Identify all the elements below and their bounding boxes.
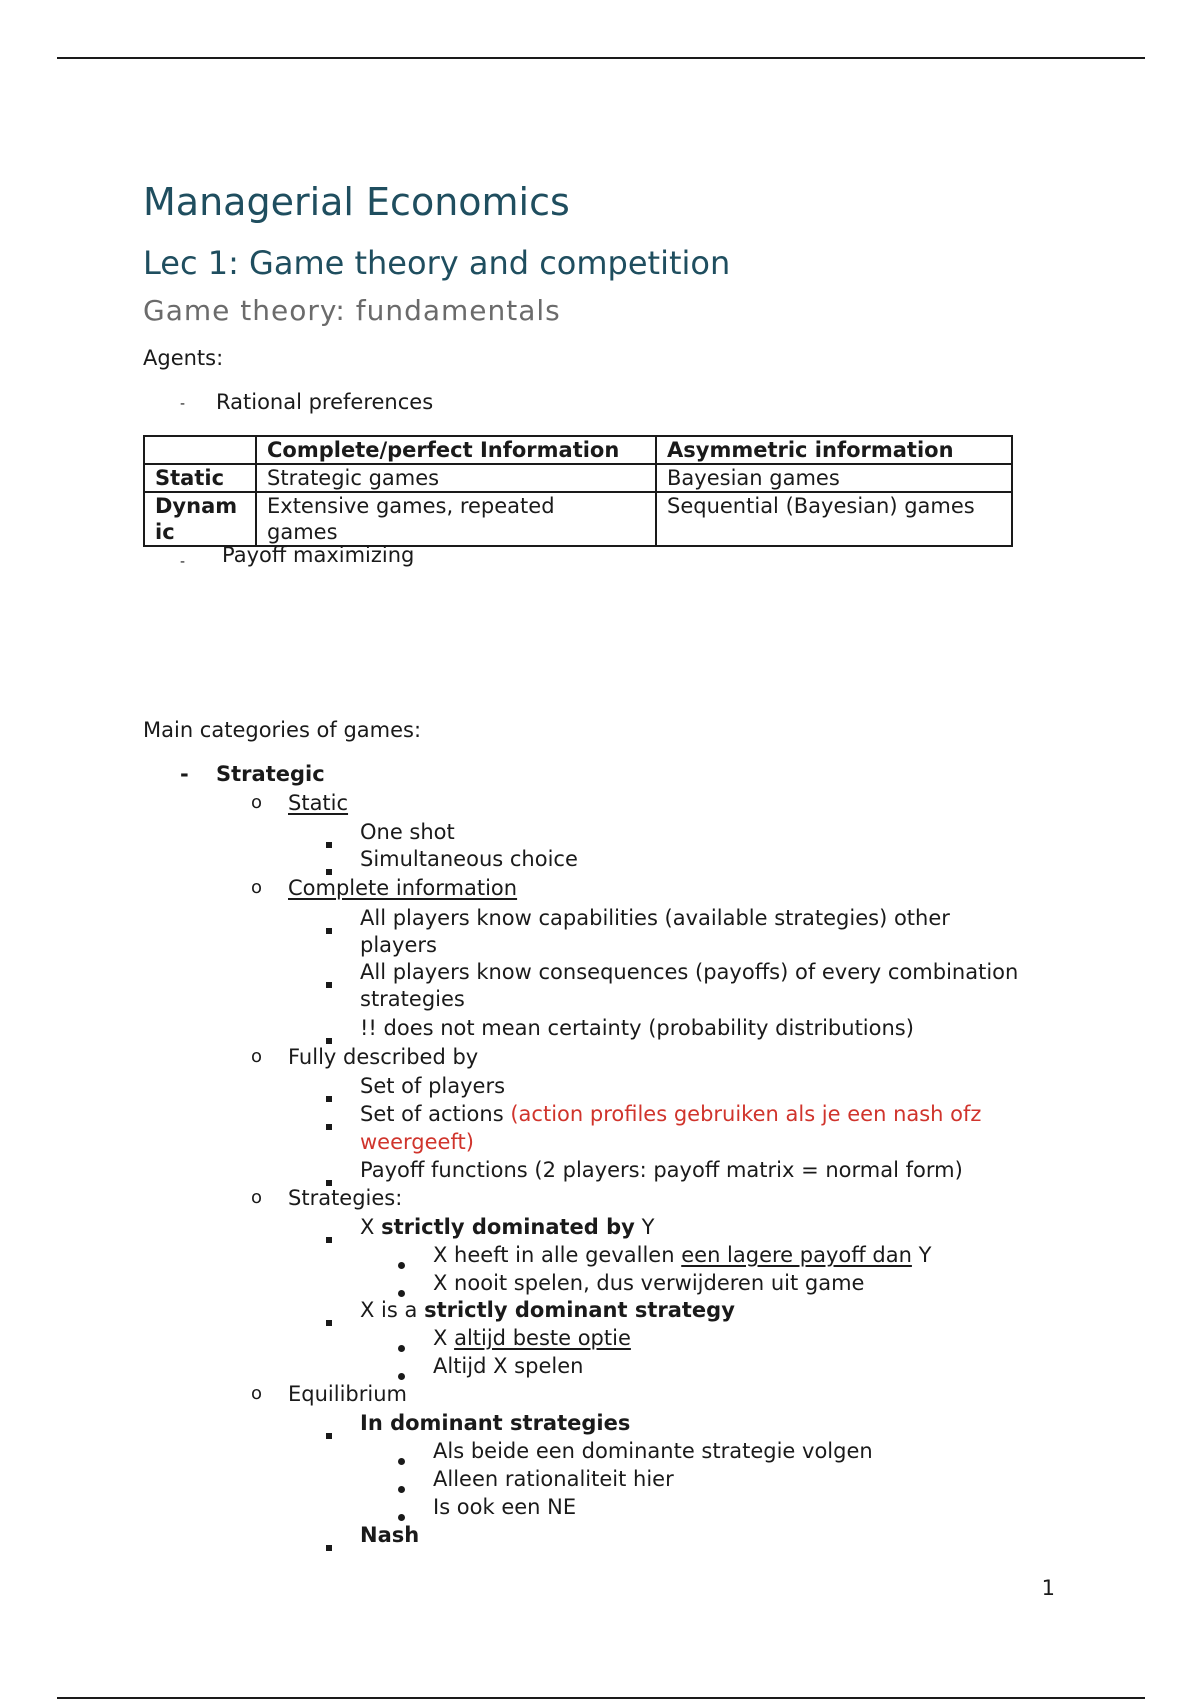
table-cell: Strategic games [256,464,656,492]
categories-label: Main categories of games: [143,718,422,742]
item-capabilities-cont: players [360,933,437,957]
item-simultaneous: Simultaneous choice [360,847,578,871]
item-lower-payoff [433,1241,931,1269]
item-fully-described: Fully described by [288,1045,479,1069]
text-run-underlined: altijd beste optie [454,1326,631,1350]
table-cell [256,492,656,546]
agents-bullet-payoff: Payoff maximizing [222,543,415,567]
item-strictly-dominated [360,1213,654,1241]
item-always-play: Altijd X spelen [433,1354,584,1378]
circle-bullet-icon: o [251,792,263,813]
square-bullet-icon [326,1081,332,1109]
text-run: X heeft in alle gevallen [433,1243,675,1267]
item-payoff-functions: Payoff functions (2 players: payoff matrix = normal form) [360,1158,963,1182]
table-cell-empty [144,436,256,464]
section-heading: Game theory: fundamentals [143,294,561,327]
square-bullet-icon [326,1305,332,1333]
page-number: 1 [1041,1576,1055,1600]
item-static: Static [288,791,349,815]
item-nash: Nash [360,1523,420,1547]
text-run: X [360,1215,375,1239]
text-run-bold: strictly dominated by [381,1215,635,1239]
round-bullet-icon [398,1331,405,1359]
table-row [144,436,1012,464]
text-run-bold: strictly dominant strategy [424,1298,735,1322]
dash-bullet-icon: - [180,554,186,570]
square-bullet-icon [326,967,332,995]
agents-label: Agents: [143,346,224,370]
dash-bullet-icon: - [180,762,189,786]
table-row-label-dynamic [144,492,256,546]
circle-bullet-icon: o [251,877,263,898]
bottom-rule [57,1697,1145,1699]
top-rule [57,57,1145,59]
item-consequences-cont: strategies [360,987,465,1011]
text-run: X is a [360,1298,418,1322]
item-one-shot: One shot [360,820,455,844]
item-set-of-actions [360,1100,981,1128]
actions-note-cont: weergeeft) [360,1130,474,1154]
item-set-of-players: Set of players [360,1074,506,1098]
item-dominant-strategies: In dominant strategies [360,1411,631,1435]
round-bullet-icon [398,1444,405,1472]
text-run: Y [918,1243,932,1267]
square-bullet-icon [326,1109,332,1137]
item-never-play: X nooit spelen, dus verwijderen uit game [433,1271,865,1295]
circle-bullet-icon: o [251,1383,263,1404]
item-equilibrium: Equilibrium [288,1382,407,1406]
item-strictly-dominant [360,1296,735,1324]
information-table [143,435,1013,547]
circle-bullet-icon: o [251,1046,263,1067]
item-strategies: Strategies: [288,1186,403,1210]
circle-bullet-icon: o [251,1187,263,1208]
table-header-complete: Complete/perfect Information [256,436,656,464]
item-is-ne: Is ook een NE [433,1495,577,1519]
item-strategic: Strategic [216,762,325,786]
document-title: Managerial Economics [143,180,570,224]
cell-line: games [267,520,338,544]
lecture-heading: Lec 1: Game theory and competition [143,244,731,282]
square-bullet-icon [326,827,332,855]
square-bullet-icon [326,1222,332,1250]
item-only-rationality: Alleen rationaliteit hier [433,1467,674,1491]
table-row-label-static: Static [144,464,256,492]
item-complete-information: Complete information [288,876,518,900]
square-bullet-icon [326,913,332,941]
cell-line: Extensive games, repeated [267,494,555,518]
table-row [144,492,1012,546]
item-capabilities: All players know capabilities (available strategies) other [360,906,950,930]
text-run-underlined: een lagere payoff dan [681,1243,912,1267]
round-bullet-icon [398,1472,405,1500]
table-cell: Sequential (Bayesian) games [656,492,1012,546]
item-both-follow: Als beide een dominante strategie volgen [433,1439,873,1463]
square-bullet-icon [326,1418,332,1446]
item-consequences: All players know consequences (payoffs) of every combination [360,960,1019,984]
dash-bullet-icon: - [180,396,186,412]
label-line: Dynam [155,494,238,518]
table-cell: Bayesian games [656,464,1012,492]
text-run: Y [641,1215,655,1239]
table-row [144,464,1012,492]
agents-bullet-rational: Rational preferences [216,390,434,414]
item-certainty: !! does not mean certainty (probability distributions) [360,1016,914,1040]
actions-note: (action profiles gebruiken als je een nash ofz [510,1102,982,1126]
text-run: X [433,1326,448,1350]
item-always-best [433,1324,631,1352]
label-line: ic [155,520,175,544]
round-bullet-icon [398,1248,405,1276]
table-header-asymmetric: Asymmetric information [656,436,1012,464]
actions-text: Set of actions [360,1102,504,1126]
square-bullet-icon [326,1530,332,1558]
